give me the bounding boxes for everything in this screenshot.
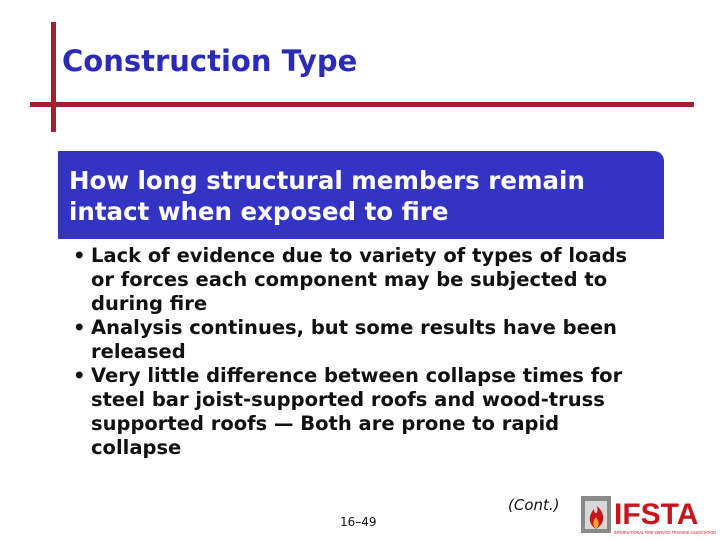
bullet-marker: • [73, 244, 86, 267]
subtitle-banner [58, 151, 664, 239]
continued-label: (Cont.) [508, 496, 560, 514]
logo-text: IFSTA [614, 498, 699, 531]
accent-vertical-line [51, 22, 56, 132]
flame-building-icon [581, 496, 611, 533]
bullet-marker: • [73, 364, 86, 387]
bullet-text: Very little difference between collapse times for steel bar joist-supported roofs and wood-truss supported roofs — Both are prone to rapid collapse [91, 364, 623, 459]
bullet-text: Lack of evidence due to variety of types of loads or forces each component may be subjected to during fire [91, 244, 628, 315]
slide-title: Construction Type [62, 44, 358, 78]
bullet-item [73, 244, 643, 316]
bullet-text: Analysis continues, but some results have been released [91, 316, 617, 363]
accent-horizontal-line [30, 102, 694, 107]
page-number: 16–49 [340, 515, 377, 529]
ifsta-logo [578, 493, 718, 537]
bullet-list [73, 244, 643, 460]
bullet-marker: • [73, 316, 86, 339]
bullet-item [73, 316, 643, 364]
bullet-item [73, 364, 643, 460]
logo-tagline: INTERNATIONAL FIRE SERVICE TRAINING ASSOCIATION [614, 530, 716, 535]
banner-text: How long structural members remain intact when exposed to fire [69, 166, 585, 226]
